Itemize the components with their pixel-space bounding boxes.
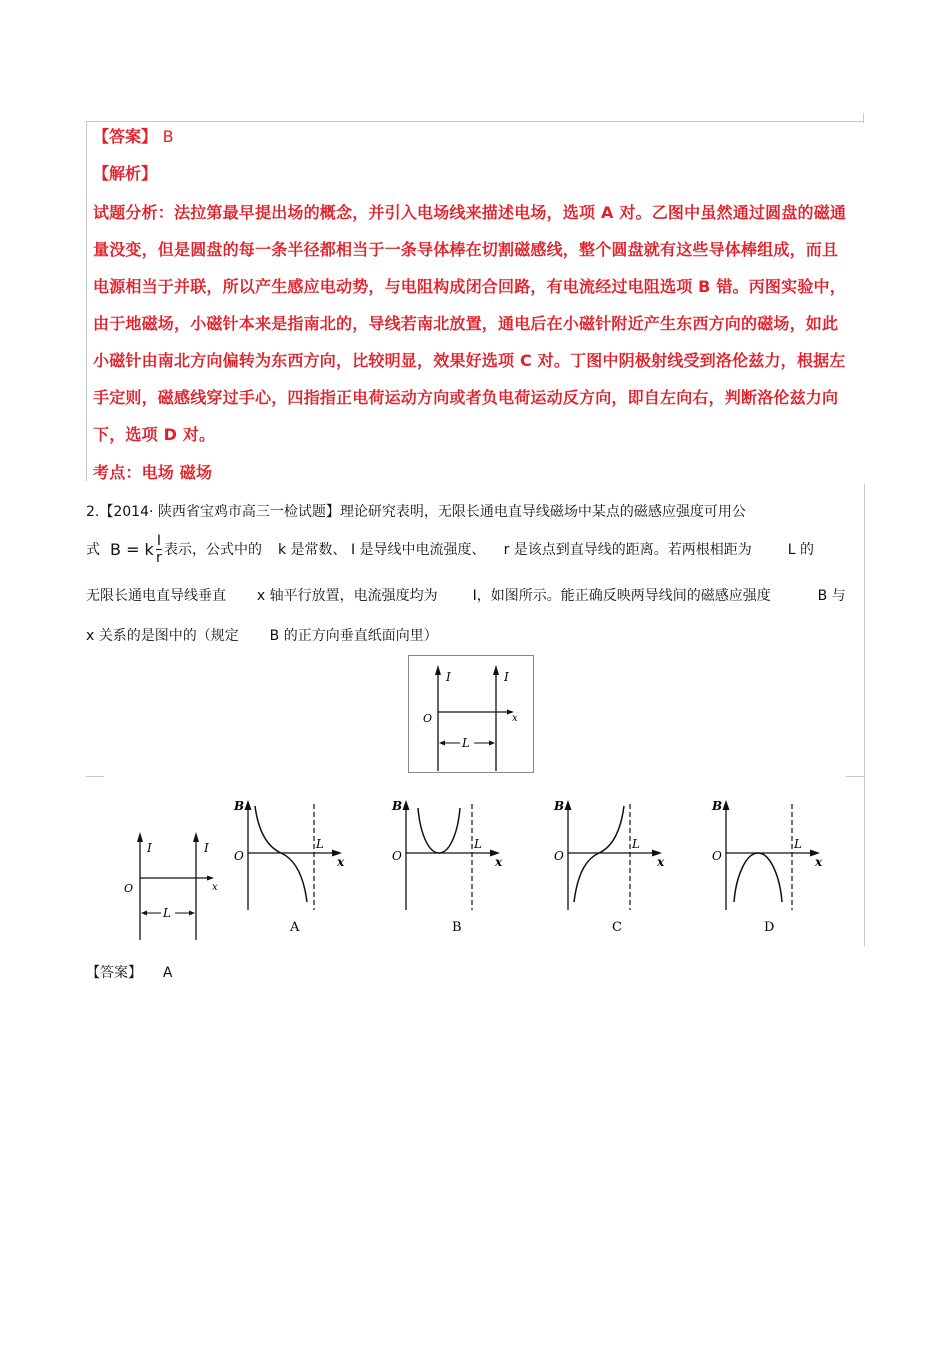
b-axis-a-arrow-icon xyxy=(245,800,252,810)
x-label-bg: x xyxy=(495,855,503,869)
distance-label: L xyxy=(462,736,470,750)
analysis-line-6: 手定则，磁感线穿过手心，四指指正电荷运动方向或者负电荷运动反方向，即自左向右，判断洛伦兹力向 xyxy=(93,388,839,407)
wire-right-arrow-icon xyxy=(493,665,499,675)
formula-b-equals-k: B = k xyxy=(110,539,154,559)
x-label-d: x xyxy=(815,855,823,869)
curve-b xyxy=(418,808,460,853)
wire-right-b-arrow-icon xyxy=(193,832,199,842)
option-graph-a xyxy=(226,792,356,938)
wire-diagram-top xyxy=(408,655,534,773)
analysis-line-7: 下，选项 D 对。 xyxy=(93,425,216,444)
question-line-3-d: B 与 xyxy=(817,588,846,604)
distance-arrow-b-right-icon xyxy=(189,911,195,916)
question-line-2-prefix: 式 xyxy=(86,542,100,558)
option-label-b: B xyxy=(452,920,462,935)
l-label-d: L xyxy=(794,837,802,851)
solution-box-left-border xyxy=(86,121,87,481)
b-axis-d-arrow-icon xyxy=(723,800,730,810)
origin-label-c: O xyxy=(554,849,564,863)
analysis-line-4: 由于地磁场，小磁针本来是指南北的，导线若南北放置，通电后在小磁针附近产生东西方向的磁场，如此 xyxy=(93,314,839,333)
current-label-right-b: I xyxy=(204,841,209,855)
curve-d xyxy=(734,853,782,902)
question-line-4 xyxy=(86,625,438,645)
origin-label-b: O xyxy=(124,882,134,895)
question-line-4-b: B 的正方向垂直纸面向里） xyxy=(269,628,438,644)
x-label-a: x xyxy=(337,855,345,869)
option-graph-b xyxy=(384,792,514,938)
question-line-3-b: x 轴平行放置，电流强度均为 xyxy=(256,588,438,604)
distance-arrow-right-icon xyxy=(489,741,495,746)
question-line-2-c: r 是该点到直导线的距离。若两根相距为 xyxy=(503,542,752,558)
answer-line xyxy=(86,962,172,982)
formula-denominator: r xyxy=(156,549,162,566)
wire-diagram-bottom xyxy=(118,820,228,942)
wire-left-arrow-icon xyxy=(435,665,441,675)
answer-label: 【答案】 xyxy=(86,965,142,981)
option-label-c: C xyxy=(612,920,622,935)
kaodian-line: 考点：电场 磁场 xyxy=(93,463,213,482)
analysis-line-1: 试题分析：法拉第最早提出场的概念，并引入电场线来描述电场，选项 A 对。乙图中虽然通过圆盘的磁通 xyxy=(93,203,847,222)
origin-label: O xyxy=(423,712,433,725)
curve-c xyxy=(574,806,624,902)
b-label-d: B xyxy=(712,799,723,813)
question-line-3 xyxy=(86,585,846,605)
question-line-3-a: 无限长通电直导线垂直 xyxy=(86,588,226,604)
question-box-mid-right-mark xyxy=(846,776,864,777)
solution-box-top-border xyxy=(86,121,864,122)
origin-label-d: O xyxy=(712,849,722,863)
analysis-line-3: 电源相当于并联，所以产生感应电动势，与电阻构成闭合回路，有电流经过电阻选项 B 错。丙图实验中， xyxy=(93,277,846,296)
b-label-a: B xyxy=(234,799,245,813)
b-axis-c-arrow-icon xyxy=(565,800,572,810)
question-line-1: 2.【2014· 陕西省宝鸡市高三一检试题】理论研究表明，无限长通电直导线磁场中某点的磁感应强度可用公 xyxy=(86,504,746,520)
question-line-2-a: 表示，公式中的 xyxy=(163,542,262,558)
option-graph-d xyxy=(704,792,834,938)
current-label-left-b: I xyxy=(147,841,152,855)
x-label-c: x xyxy=(657,855,665,869)
b-label-c: B xyxy=(554,799,565,813)
distance-label-b: L xyxy=(163,906,171,920)
option-graph-c xyxy=(546,792,676,938)
b-label-b: B xyxy=(392,799,403,813)
distance-arrow-left-icon xyxy=(439,741,445,746)
x-axis-label: x xyxy=(512,713,518,724)
question-line-2-b: k 是常数、 I 是导线中电流强度、 xyxy=(277,542,486,558)
question-box-mid-left-mark xyxy=(86,776,104,777)
answer-value: A xyxy=(162,965,173,981)
question-line-2 xyxy=(86,530,814,568)
formula-fraction xyxy=(156,533,162,566)
prev-answer-label: 【答案】 xyxy=(93,127,158,146)
analysis-line-5: 小磁针由南北方向偏转为东西方向，比较明显，效果好选项 C 对。丁图中阴极射线受到洛伦兹力，根据左 xyxy=(93,351,846,370)
solution-box-right-border xyxy=(863,113,864,123)
current-label-left: I xyxy=(446,670,451,684)
b-axis-b-arrow-icon xyxy=(403,800,410,810)
x-axis-b-arrow-icon xyxy=(207,876,214,881)
origin-label-a: O xyxy=(234,849,244,863)
question-box-right-border xyxy=(864,484,865,946)
current-label-right: I xyxy=(504,670,509,684)
wire-left-b-arrow-icon xyxy=(137,832,143,842)
l-label-a: L xyxy=(316,837,324,851)
distance-arrow-b-left-icon xyxy=(141,911,147,916)
l-label-c: L xyxy=(632,837,640,851)
x-axis-label-b: x xyxy=(212,882,218,893)
curve-a xyxy=(255,806,307,902)
option-label-d: D xyxy=(764,920,775,935)
prev-analysis-label: 【解析】 xyxy=(93,164,158,183)
origin-label-bg: O xyxy=(392,849,402,863)
question-line-2-d: L 的 xyxy=(787,542,815,558)
prev-answer xyxy=(93,124,174,147)
option-label-a: A xyxy=(290,920,300,935)
prev-answer-value: B xyxy=(162,127,174,146)
analysis-line-2: 量没变，但是圆盘的每一条半径都相当于一条导体棒在切割磁感线，整个圆盘就有这些导体棒组成，而且 xyxy=(93,240,839,259)
formula-numerator: I xyxy=(156,532,161,549)
l-label-b: L xyxy=(474,837,482,851)
question-line-3-c: I，如图所示。能正确反映两导线间的磁感应强度 xyxy=(472,588,771,604)
question-line-4-a: x 关系的是图中的（规定 xyxy=(86,628,239,644)
